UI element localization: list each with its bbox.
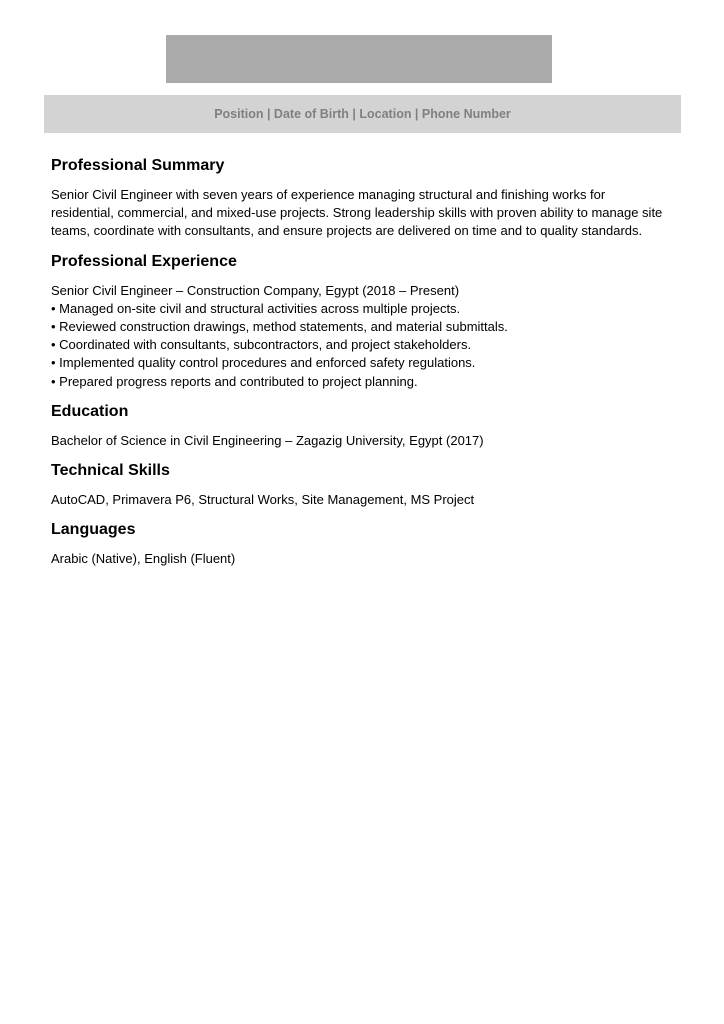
section-heading: Technical Skills xyxy=(51,462,170,480)
skills-section xyxy=(51,461,671,509)
education-section xyxy=(51,402,671,450)
summary-text: Senior Civil Engineer with seven years of experience managing structural and finishing works for residential, commercial, and mixed-use projects. Strong leadership skills with proven ability to manage site teams, coordinate with consultants, and ensure projects are delivered on time and to quality standards. xyxy=(51,187,663,239)
section-heading: Education xyxy=(51,402,129,420)
languages-section xyxy=(51,520,671,568)
summary-section xyxy=(51,156,671,241)
experience-bullet: • Coordinated with consultants, subcontractors, and project stakeholders. xyxy=(51,337,472,353)
experience-bullet: • Reviewed construction drawings, method statements, and material submittals. xyxy=(51,319,508,335)
languages-text: Arabic (Native), English (Fluent) xyxy=(51,551,236,567)
experience-role: Senior Civil Engineer – Construction Company, Egypt (2018 – Present) xyxy=(51,282,460,298)
section-heading: Languages xyxy=(51,521,136,539)
experience-bullet: • Implemented quality control procedures and enforced safety regulations. xyxy=(51,355,476,371)
contact-info-bar xyxy=(44,95,681,133)
name-placeholder-block xyxy=(166,35,552,83)
resume-body xyxy=(51,156,671,579)
contact-info-text: Position | Date of Birth | Location | Phone Number xyxy=(214,107,511,121)
experience-bullet: • Prepared progress reports and contributed to project planning. xyxy=(51,373,418,389)
section-heading: Professional Summary xyxy=(51,157,225,174)
skills-text: AutoCAD, Primavera P6, Structural Works, Site Management, MS Project xyxy=(51,492,475,508)
education-text: Bachelor of Science in Civil Engineering – Zagazig University, Egypt (2017) xyxy=(51,432,484,448)
experience-bullet: • Managed on-site civil and structural activities across multiple projects. xyxy=(51,300,461,316)
section-heading: Professional Experience xyxy=(51,252,237,270)
experience-section xyxy=(51,252,671,391)
